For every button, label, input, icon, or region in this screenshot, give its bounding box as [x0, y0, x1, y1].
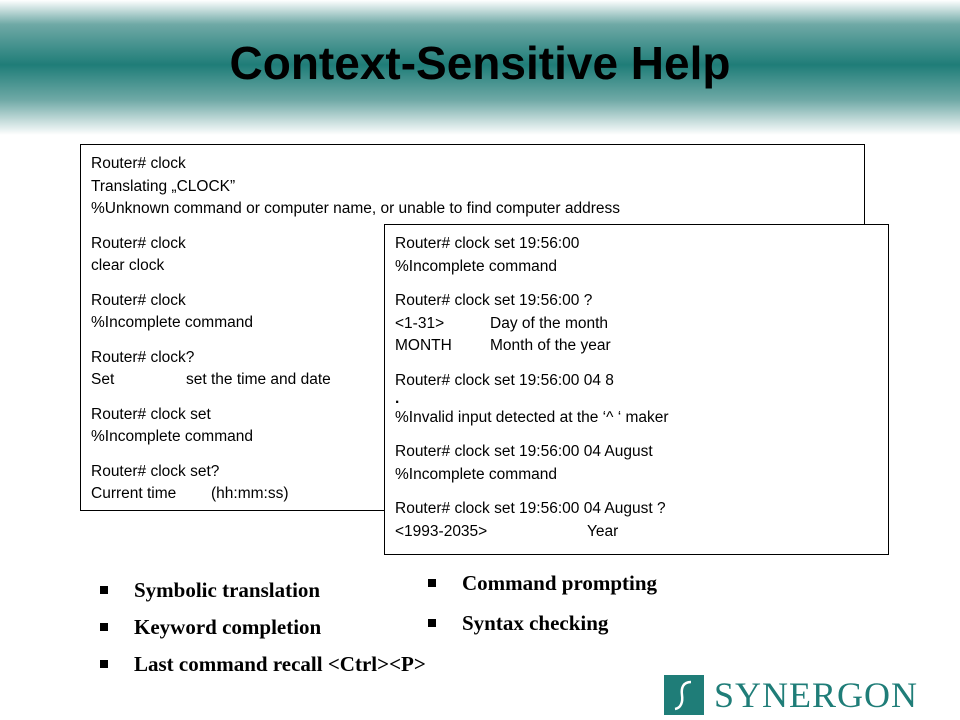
feature-list-left	[100, 577, 426, 688]
terminal-line: Router# clock set 19:56:00 04 8	[395, 371, 614, 389]
square-bullet-icon	[100, 586, 108, 594]
list-item: Syntax checking	[428, 610, 657, 650]
square-bullet-icon	[428, 619, 436, 627]
terminal-line: clear clock	[91, 257, 165, 274]
list-item: Command prompting	[428, 570, 657, 610]
terminal-line: %Incomplete command	[91, 314, 253, 331]
synergon-logo	[664, 675, 949, 715]
help-keyword: Current time	[91, 485, 177, 502]
terminal-box-overlay	[384, 224, 889, 555]
terminal-line	[395, 313, 888, 336]
square-bullet-icon	[428, 579, 436, 587]
list-item: Symbolic translation	[100, 577, 426, 614]
terminal-line: %Incomplete command	[395, 257, 557, 275]
page-title: Context-Sensitive Help	[229, 37, 731, 89]
terminal-line: Router# clock set	[91, 405, 211, 423]
terminal-line: Router# clock	[91, 291, 186, 309]
terminal-line	[395, 521, 888, 544]
terminal-line	[395, 335, 888, 358]
logo-mark-icon	[664, 675, 704, 715]
terminal-line: Router# clock set 19:56:00 04 August ?	[395, 500, 666, 517]
logo-text: SYNERGON	[714, 675, 919, 715]
help-description: Month of the year	[490, 337, 611, 354]
help-keyword: Set	[91, 371, 115, 388]
terminal-line: Router# clock	[91, 234, 186, 252]
terminal-line: Translating „CLOCK”	[91, 177, 236, 195]
terminal-line: %Unknown command or computer name, or unable to find computer address	[91, 200, 620, 217]
feature-list-right	[428, 570, 657, 650]
help-description: Year	[587, 522, 619, 540]
help-keyword: MONTH	[395, 337, 452, 354]
help-description: set the time and date	[186, 371, 331, 388]
square-bullet-icon	[100, 660, 108, 668]
terminal-line: Router# clock set 19:56:00	[395, 235, 580, 252]
terminal-line: Router# clock	[91, 155, 186, 172]
terminal-line: Router# clock?	[91, 348, 195, 366]
help-description: Day of the month	[490, 314, 609, 332]
error-caret: .	[395, 390, 400, 407]
terminal-line: %Incomplete command	[91, 428, 253, 445]
terminal-line: %Invalid input detected at the ‘^ ‘ maker	[395, 408, 669, 426]
terminal-line: Router# clock set 19:56:00 ?	[395, 292, 593, 309]
terminal-line: Router# clock set?	[91, 462, 220, 480]
square-bullet-icon	[100, 623, 108, 631]
terminal-line: Router# clock set 19:56:00 04 August	[395, 443, 653, 460]
list-item: Keyword completion	[100, 614, 426, 651]
list-item: Last command recall <Ctrl><P>	[100, 651, 426, 688]
help-keyword: <1-31>	[395, 314, 445, 332]
help-keyword: <1993-2035>	[395, 522, 488, 540]
terminal-line: %Incomplete command	[395, 465, 557, 483]
help-description: (hh:mm:ss)	[211, 485, 289, 502]
